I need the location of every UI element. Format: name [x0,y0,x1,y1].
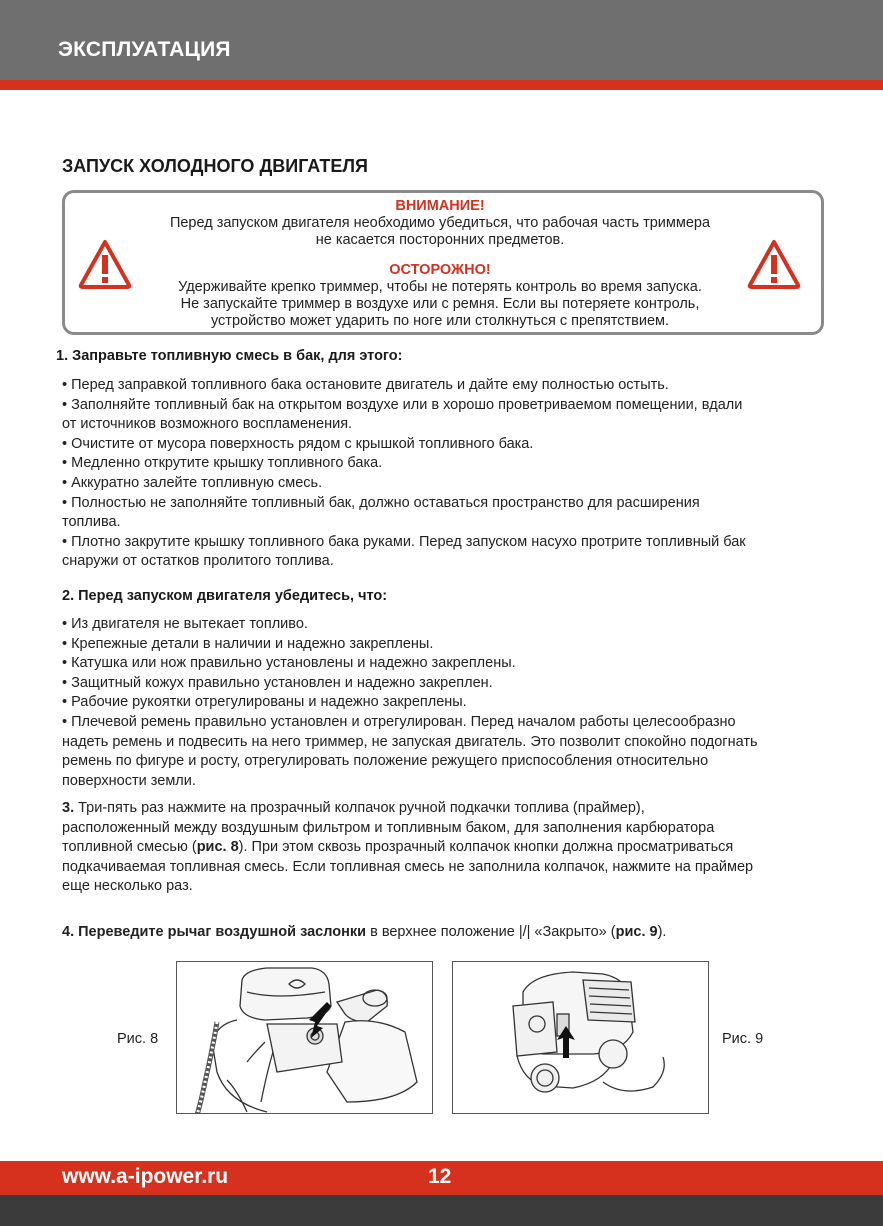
list-item: надеть ремень и подвесить на него триммер, не запуская двигатель. Это позволит спокойно подогнать [62,733,758,750]
step3-line: подкачиваемая топливная смесь. Если топливная смесь не заполнила колпачок, нажмите на праймер [62,858,754,875]
caution-heading: ОСТОРОЖНО! [389,262,491,278]
step2-title: 2. Перед запуском двигателя убедитесь, что: [62,588,388,604]
section-title: ЗАПУСК ХОЛОДНОГО ДВИГАТЕЛЯ [62,156,368,176]
caution-block [130,262,750,330]
list-item: • Полностью не заполняйте топливный бак, должно оставаться пространство для расширения [62,494,700,511]
list-item: • Плотно закрутите крышку топливного бака руками. Перед запуском насухо протрите топливный бак [62,533,746,550]
step3-text: топливной смесью ( [62,839,197,856]
list-item: поверхности земли. [62,772,196,789]
step4-text: в верхнее положение |/| «Закрыто» ( [366,924,616,940]
warning-triangle-icon [746,238,802,290]
page-number: 12 [428,1165,452,1188]
list-item: • Перед заправкой топливного бака остановите двигатель и дайте ему полностью остыть. [62,377,669,393]
fig8-image [176,961,433,1114]
header-stripe [0,80,883,90]
step4-bold: 4. Переведите рычаг воздушной заслонки [62,924,367,940]
list-item: • Катушка или нож правильно установлены и надежно закреплены. [62,655,516,672]
step3-line [62,838,822,858]
step2-list [62,615,822,791]
step3-line: еще несколько раз. [62,878,193,895]
step3-text: ). При этом сквозь прозрачный колпачок кнопки должна просматриваться [238,839,734,856]
caution-line: Удерживайте крепко триммер, чтобы не потерять контроль во время запуска. [178,279,702,295]
list-item: • Аккуратно залейте топливную смесь. [62,474,323,491]
attention-line: Перед запуском двигателя необходимо убедиться, что рабочая часть триммера [169,215,711,231]
trimmer-primer-illustration [177,962,433,1114]
list-item: • Заполняйте топливный бак на открытом воздухе или в хорошо проветриваемом помещении, вдали [62,396,743,413]
list-item: • Из двигателя не вытекает топливо. [62,616,308,632]
fig9-label: Рис. 9 [722,1031,764,1047]
caution-line: устройство может ударить по ноге или столкнуться с препятствием. [210,313,670,329]
list-item: от источников возможного воспламенения. [62,416,353,433]
list-item: • Очистите от мусора поверхность рядом с крышкой топливного бака. [62,435,534,452]
step3-line: расположенный между воздушным фильтром и топливным баком, для заполнения карбюратора [62,819,715,836]
step4-paragraph [62,923,822,943]
fig9-image [452,961,709,1114]
footer-bottom-bar [0,1195,883,1226]
step3-text: Три-пять раз нажмите на прозрачный колпачок ручной подкачки топлива (праймер), [74,800,645,816]
list-item: • Крепежные детали в наличии и надежно закреплены. [62,635,434,652]
attention-block [130,198,750,249]
step4-end: ). [657,924,667,940]
list-item: ремень по фигуре и росту, отрегулировать положение режущего приспособления относительно [62,753,709,770]
fig8-label: Рис. 8 [117,1031,159,1047]
step1-title: 1. Заправьте топливную смесь в бак, для этого: [56,348,403,364]
list-item: • Защитный кожух правильно установлен и надежно закреплен. [62,674,493,691]
attention-line: не касается посторонних предметов. [315,232,565,248]
list-item: • Медленно открутите крышку топливного бака. [62,455,383,472]
step1-list [62,376,822,572]
engine-choke-illustration [453,962,709,1114]
caution-line: Не запускайте триммер в воздухе или с ремня. Если вы потеряете контроль, [180,296,700,312]
list-item: • Плечевой ремень правильно установлен и отрегулирован. Перед началом работы целесообразно [62,713,736,730]
warning-triangle-icon [77,238,133,290]
step3-number: 3. [62,800,75,816]
step3-line [62,799,822,819]
fig9-reference: рис. 9 [615,924,658,940]
step3-paragraph [62,799,822,897]
header-title: ЭКСПЛУАТАЦИЯ [58,38,231,61]
list-item: снаружи от остатков пролитого топлива. [62,553,334,570]
attention-heading: ВНИМАНИЕ! [395,198,485,214]
list-item: • Рабочие рукоятки отрегулированы и надежно закреплены. [62,694,467,711]
footer-url: www.a-ipower.ru [62,1165,229,1188]
list-item: топлива. [62,514,121,531]
fig8-reference: рис. 8 [196,839,239,856]
